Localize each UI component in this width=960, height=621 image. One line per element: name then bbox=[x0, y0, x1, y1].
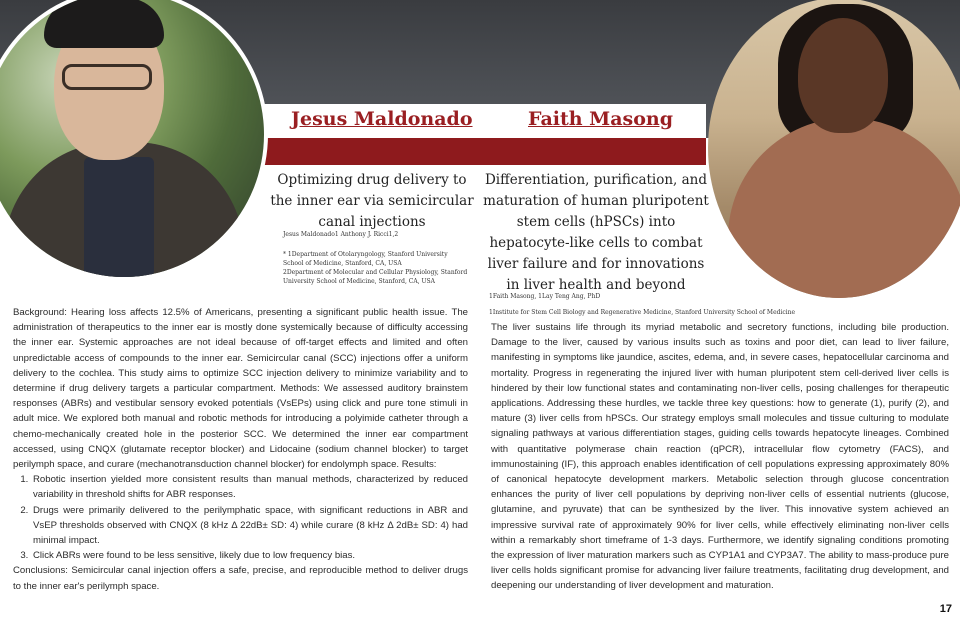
affiliation-left-2: 2Department of Molecular and Cellular Physiology, Stanford University School of Medicine, Stanford, CA, USA bbox=[283, 269, 468, 285]
background-text: Background: Hearing loss affects 12.5% of Americans, presenting a significant public health issue. The administration of therapeutics to the inner ear is mostly done systemically because of difficulty accessing the inner ear. Systemic approaches are not ideal because of off-target effects and limited and often unpredictable access of compounds to the inner ear. Semicircular canal (SCC) injections offer a uniform delivery to the cochlea. This study aims to optimize SCC injection delivery to minimize variability and to determine if drug delivery targets a particular compartment. Methods: We assessed auditory brainstem responses (ABRs) and vestibular sensory evoked potentials (VsEPs) using click and pure tone stimuli in adult mice. We explored both manual and robotic methods for introducing a polyimide catheter through a chemo-mechanically created hole in the posterior SCC. We determined the inner ear compartment accessed, using CNQX (glutamate receptor blocker) and Lidocaine (sodium channel blocker) to target perilymph space, and curare (mechanotransduction channel blocker) for endolymph space. Results: bbox=[13, 307, 468, 471]
affiliation-right: 1Institute for Stem Cell Biology and Regenerative Medicine, Stanford University School of Medicine bbox=[489, 309, 796, 316]
abstract-text-right: The liver sustains life through its myriad metabolic and secretory functions, including bile production. Damage to the liver, caused by various insults such as toxins and poor diet, can lead to liver failure, manifesting in symptoms like jaundice, ascites, edema, and, in severe cases, hepatocellular carcinoma and mortality. Progress in regenerating the injured liver with human pluripotent stem cell-derived liver cells is hindered by their low functional states and contaminating non-liver cells, posing challenges for therapeutic applications. Addressing these hurdles, we tackle three key questions: how to generate (1), purify (2), and mature (3) liver cells from hPSCs. Our strategy employs small molecules and tissue culturing to modulate signaling pathways at various differentiation stages, guiding cells towards hepatocyte lineages. Combined with quantitative polymerase chain reaction (qPCR), intracellular flow cytometry (FACS), and immunostaining (IF), this approach enables identification of cell populations expressing approximately 80% of canonical hepatocyte development markers. Metabolic selection through glucose concentration enhances the purity of liver cell populations by depriving non-liver cells of essential nutrients (glucose, glutamine, and pyruvate) that can be synthesized by the liver. This innovative system achieved an impressive survival rate of approximately 90% for liver cells, while effectively eliminating non-liver cells within a remarkably short timeframe of 1-3 days. Furthermore, we identify signaling conditions promoting the expression of liver maturation markers such as CYP1A1 and CYP3A7. The ability to mass-produce pure liver cells holds significant promise for advancing liver failure treatments, facilitating drug development, and deepening our understanding of liver development and maturation. bbox=[491, 322, 949, 592]
page-number: 17 bbox=[939, 603, 952, 615]
list-item: 2. Drugs were primarily delivered to the perilymphatic space, with significant reductions in ABR and VsEP thresholds observed with CNQX (8 kHz Δ 22dB± SD: 4) while curare (8 kHz Δ 2dB± SD: 4) had minimal impact. bbox=[31, 503, 468, 549]
abstract-title-right: Differentiation, purification, and maturation of human pluripotent stem cells (hPSCs) into hepatocyte-like cells to combat liver failure and for innovations in liver health and beyond bbox=[483, 172, 709, 293]
presenter-photo-right bbox=[708, 0, 960, 298]
abstract-body-left bbox=[13, 305, 468, 594]
results-list bbox=[13, 472, 468, 563]
presenter-photo-left bbox=[0, 0, 268, 281]
authors-left: Jesus Maldonado1 Anthony J. Ricci1,2 bbox=[283, 231, 399, 238]
list-item: 1. Robotic insertion yielded more consistent results than manual methods, characterized by reduced variability in threshold shifts for ABR responses. bbox=[31, 472, 468, 502]
accent-bar bbox=[262, 138, 706, 165]
presenter-name-left: Jesus Maldonado bbox=[291, 108, 473, 130]
list-item: 3. Click ABRs were found to be less sensitive, likely due to low frequency bias. bbox=[31, 548, 468, 563]
conclusion-text: Conclusions: Semicircular canal injection offers a safe, precise, and reproducible method to deliver drugs to the inner ear's perilymph space. bbox=[13, 565, 468, 592]
affiliation-left-1: * 1Department of Otolaryngology, Stanford University School of Medicine, Stanford, CA, USA bbox=[283, 251, 448, 267]
abstract-body-right bbox=[491, 320, 949, 594]
abstract-title-left: Optimizing drug delivery to the inner ear via semicircular canal injections bbox=[270, 172, 474, 230]
presenter-name-right: Faith Masong bbox=[528, 108, 673, 130]
authors-right: 1Faith Masong, 1Lay Teng Ang, PhD bbox=[489, 293, 601, 300]
